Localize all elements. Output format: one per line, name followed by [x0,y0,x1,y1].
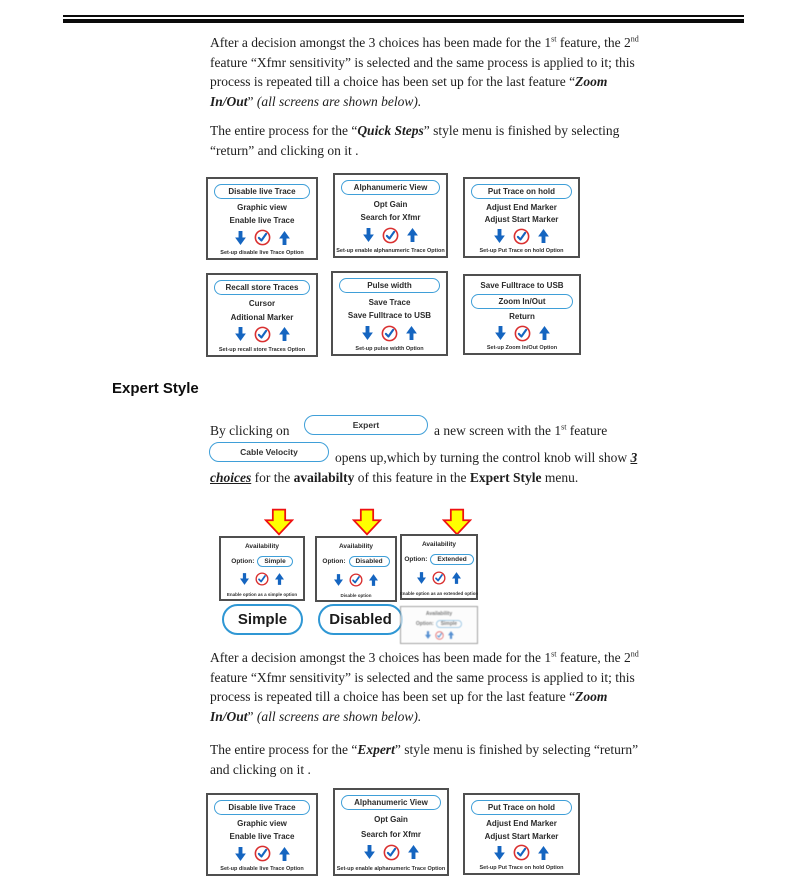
menu-panel-alphanumeric-view [333,788,449,876]
panel-controls [417,571,461,585]
panel-controls [235,326,290,343]
panel-caption: Set-up enable alphanumeric Trace Option [336,248,445,254]
option-row [322,556,389,567]
menu-item[interactable]: Aditional Marker [230,312,294,322]
menu-item-pill[interactable]: Pulse width [339,278,439,293]
up-arrow-icon[interactable] [539,326,550,340]
paragraph-line: In/Out” (all screens are shown below). [210,93,422,109]
panel-caption: Enable option as a simple option [226,591,298,597]
panel-caption: Set-up disable live Trace Option [220,250,304,256]
check-icon[interactable] [382,227,399,244]
disabled-choice-pill[interactable]: Disabled [318,604,403,635]
down-arrow-icon[interactable] [235,231,246,245]
option-value-pill[interactable]: Extended [430,554,473,565]
availability-panel-faded [400,606,478,644]
panel-caption: Set-up disable live Trace Option [220,866,304,872]
menu-panel-alphanumeric-view [333,173,448,258]
menu-item[interactable]: Return [509,312,535,321]
down-arrow-icon[interactable] [362,326,373,340]
check-icon[interactable] [383,844,400,861]
paragraph-line: After a decision amongst the 3 choices has been made for the 1st feature, the 2nd [210,649,639,665]
menu-item[interactable]: Enable live Trace [229,216,295,225]
up-arrow-icon[interactable] [538,846,549,860]
down-arrow-icon[interactable] [494,846,505,860]
panel-caption: Set-up recall store Traces Option [218,347,306,353]
panel-title: Availability [244,543,280,550]
option-label: Option: [415,620,434,627]
paragraph-line: The entire process for the “Quick Steps” style menu is finished by selecting [210,123,620,138]
menu-item[interactable]: Save Trace [368,297,411,307]
up-arrow-icon[interactable] [275,573,284,585]
up-arrow-icon[interactable] [279,847,290,861]
check-icon[interactable] [381,325,398,342]
up-arrow-icon[interactable] [452,572,461,584]
menu-panel-zoom-in-out [463,274,581,355]
check-icon[interactable] [254,229,271,246]
option-value-pill[interactable]: Simple [257,556,292,567]
option-value-pill: Simple [436,620,462,628]
option-label: Option: [404,556,428,563]
panel-caption: Disable option [340,593,372,598]
check-icon[interactable] [513,844,530,861]
menu-item[interactable]: Enable live Trace [229,832,295,841]
paragraph-line: The entire process for the “Expert” style menu is finished by selecting “return” [210,742,639,757]
paragraph-line: process is repeated till a choice has been set up for the last feature “Zoom [210,74,608,89]
expert-button[interactable]: Expert [304,415,428,435]
top-border-thin-line [63,15,744,17]
panel-controls [364,844,419,861]
down-arrow-icon [425,631,431,639]
paragraph-line: opens up,which by turning the control knob will show 3 [335,450,638,465]
menu-item[interactable]: Opt Gain [374,815,408,825]
option-value-pill[interactable]: Disabled [349,556,390,567]
menu-panel-disable-live-trace [206,177,318,260]
panel-caption: Set-up Put Trace on hold Option [479,865,564,871]
availability-panel-disabled [315,536,397,602]
menu-item[interactable]: Search for Xfmr [360,213,421,222]
availability-panel-extended [400,534,478,600]
paragraph-line: After a decision amongst the 3 choices has been made for the 1st feature, the 2nd [210,34,639,50]
menu-item[interactable]: Cursor [248,299,276,309]
menu-item-pill[interactable]: Zoom In/Out [471,294,572,309]
panel-caption: Enable option as an extended option [399,591,479,596]
panel-controls [494,228,549,245]
down-arrow-icon[interactable] [494,229,505,243]
menu-item[interactable]: Adjust Start Marker [484,215,559,224]
menu-item[interactable]: Adjust End Marker [486,818,557,828]
check-icon[interactable] [349,573,363,587]
down-arrow-icon[interactable] [495,326,506,340]
panel-title: Availability [421,541,457,548]
down-arrow-icon[interactable] [363,228,374,242]
menu-item[interactable]: Adjust End Marker [486,202,557,212]
menu-panel-disable-live-trace [206,793,318,876]
down-arrow-icon[interactable] [240,573,249,585]
check-icon[interactable] [255,572,269,586]
cable-velocity-button[interactable]: Cable Velocity [209,442,329,462]
menu-item-pill[interactable]: Put Trace on hold [471,800,571,815]
panel-title: Availability [338,543,374,550]
option-row [404,554,473,565]
up-arrow-icon[interactable] [279,231,290,245]
option-row [231,556,292,567]
menu-item-pill[interactable]: Alphanumeric View [341,180,439,195]
up-arrow-icon[interactable] [406,326,417,340]
up-arrow-icon[interactable] [369,574,378,586]
top-border-thick-line [63,19,744,24]
down-arrow-icon[interactable] [235,847,246,861]
down-arrow-icon[interactable] [417,572,426,584]
paragraph-line: feature “Xfmr sensitivity” is selected and the same process is applied to it; this [210,54,635,70]
simple-choice-pill[interactable]: Simple [222,604,303,635]
menu-item[interactable]: Graphic view [237,819,287,828]
menu-item-pill[interactable]: Recall store Traces [214,280,310,295]
paragraph-line: By clicking on [210,423,290,438]
panel-controls [240,572,284,586]
up-arrow-icon [448,631,454,639]
menu-item-pill[interactable]: Disable live Trace [214,184,310,199]
panel-title: Availability [425,610,453,617]
panel-controls [425,631,454,640]
check-icon[interactable] [513,228,530,245]
paragraph-line: a new screen with the 1st feature [434,422,608,438]
paragraph-intro-expert [210,648,639,726]
section-heading-expert-style: Expert Style [112,380,199,397]
menu-item[interactable]: Search for Xfmr [360,829,422,839]
up-arrow-icon[interactable] [408,845,419,859]
menu-item-pill[interactable]: Alphanumeric View [341,795,440,810]
menu-panel-put-trace-on-hold [463,793,580,875]
menu-panel-put-trace-on-hold [463,177,580,258]
paragraph-intro-quicksteps [210,33,639,111]
panel-controls [363,227,418,244]
panel-caption: Set-up enable alphanumeric Trace Option [336,866,446,872]
up-arrow-icon[interactable] [538,229,549,243]
option-label: Option: [322,558,346,565]
down-arrow-icon[interactable] [364,845,375,859]
down-arrow-icon[interactable] [334,574,343,586]
up-arrow-icon[interactable] [279,327,290,341]
menu-item[interactable]: Opt Gain [373,199,408,209]
paragraph-line: and clicking on it . [210,761,311,777]
paragraph-line: In/Out” (all screens are shown below). [210,708,422,724]
paragraph-line: process is repeated till a choice has been set up for the last feature “Zoom [210,689,608,704]
option-label: Option: [231,557,255,565]
panel-controls [494,844,549,861]
panel-caption: Set-up Put Trace on hold Option [479,248,564,254]
check-icon[interactable] [254,326,271,343]
panel-caption: Set-up pulse width Option [355,346,424,352]
check-icon[interactable] [432,571,446,585]
check-icon[interactable] [254,845,271,862]
up-arrow-icon[interactable] [407,228,418,242]
panel-controls [235,845,290,862]
down-arrow-icon[interactable] [235,327,246,341]
check-icon [435,631,444,640]
menu-item-pill[interactable]: Put Trace on hold [471,184,571,199]
paragraph-line: feature “Xfmr sensitivity” is selected and the same process is applied to it; this [210,669,635,685]
paragraph-quicksteps-finish [210,121,619,160]
panel-controls [334,573,378,587]
option-row [416,620,462,628]
panel-controls [495,325,550,342]
availability-panel-simple [219,536,305,601]
paragraph-line: choices for the availabilty of this feature in the Expert Style menu. [210,470,579,485]
paragraph-line: “return” and clicking on it . [210,142,359,158]
menu-item[interactable]: Save Fulltrace to USB [347,311,432,320]
panel-caption: Set-up Zoom In/Out Option [486,345,558,351]
menu-item[interactable]: Save Fulltrace to USB [480,281,564,290]
menu-panel-recall-store-traces [206,273,318,357]
menu-item[interactable]: Graphic view [237,203,287,212]
menu-item[interactable]: Adjust Start Marker [484,831,559,841]
panel-controls [235,229,290,246]
menu-item-pill[interactable]: Disable live Trace [214,800,310,815]
check-icon[interactable] [514,325,531,342]
paragraph-expert-finish [210,740,638,779]
panel-controls [362,325,417,342]
menu-panel-pulse-width [331,271,448,356]
